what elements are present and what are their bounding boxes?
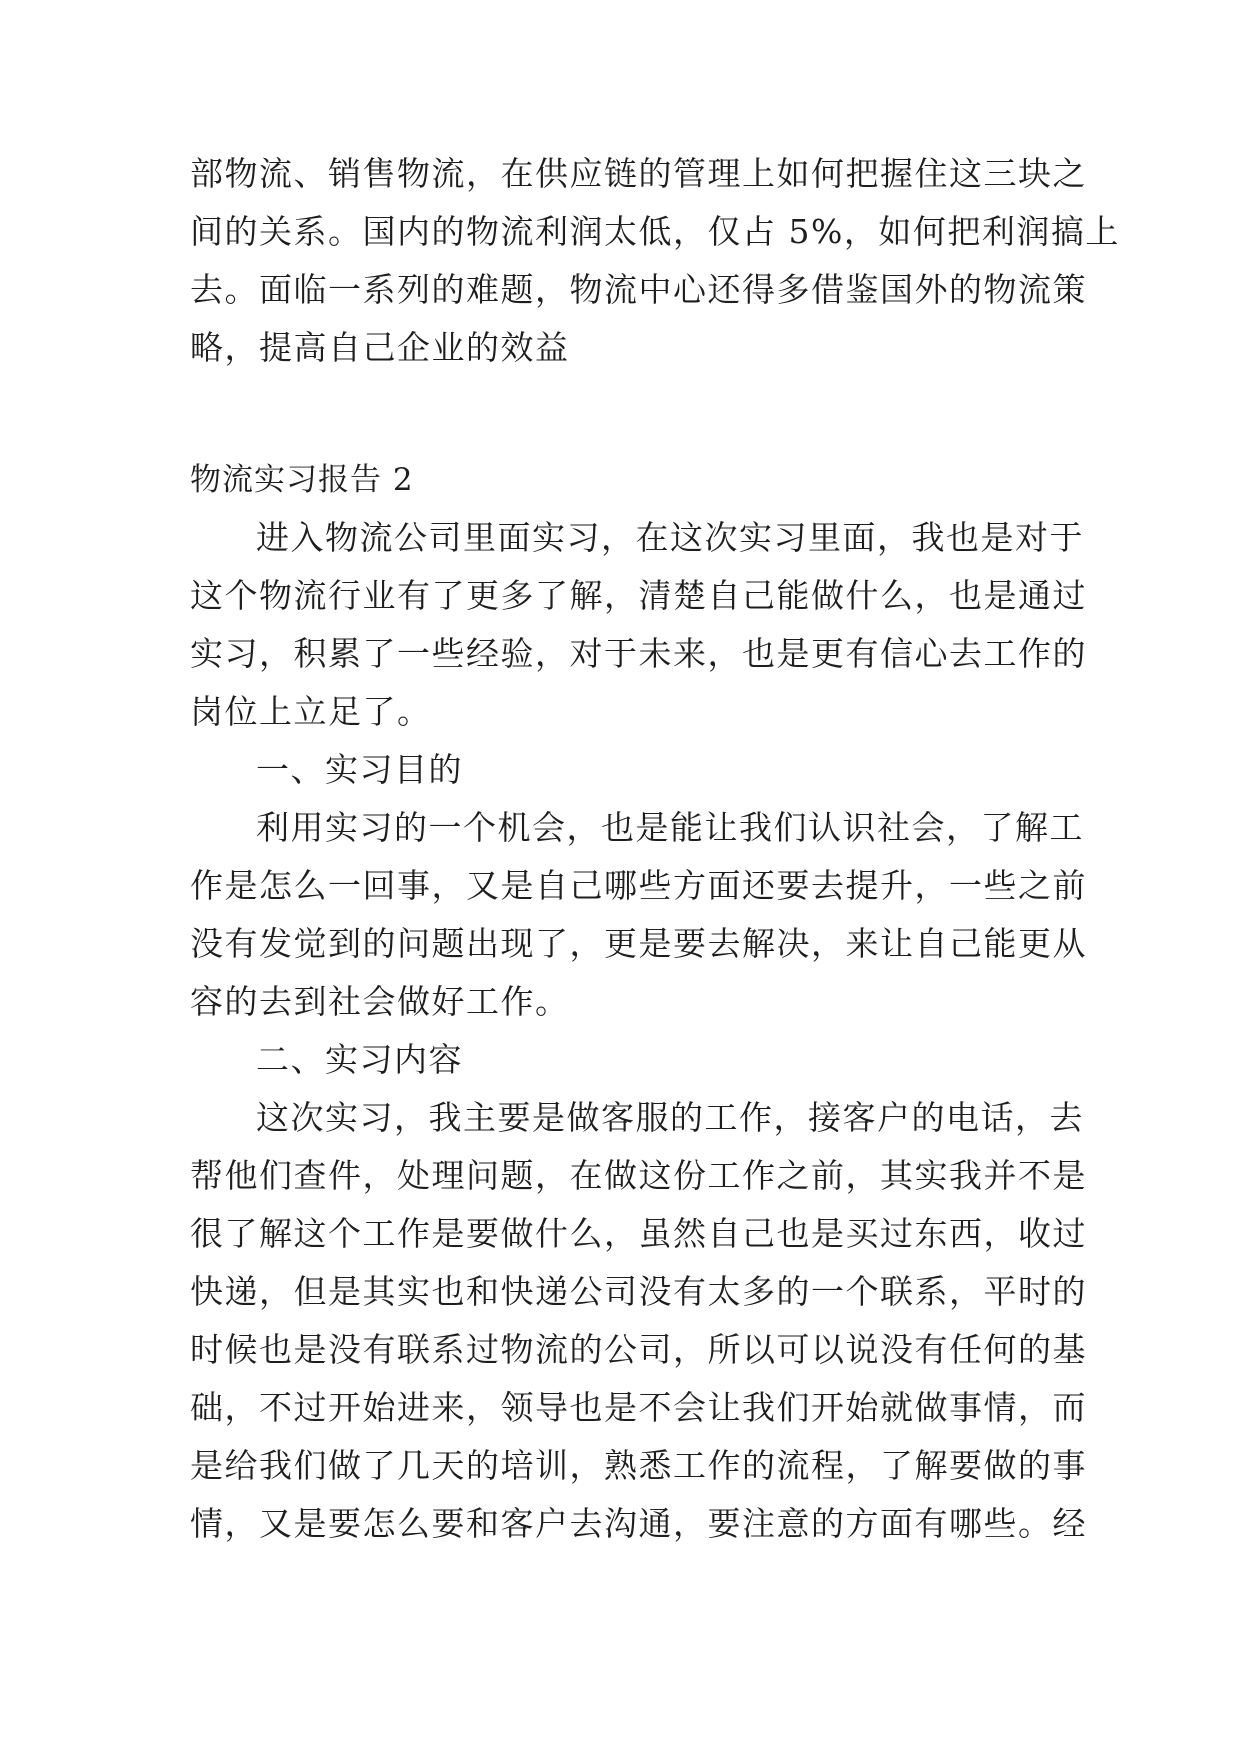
intro-line: 去。面临一系列的难题，物流中心还得多借鉴国外的物流策 — [190, 270, 1087, 309]
body-line: 时候也是没有联系过物流的公司，所以可以说没有任何的基 — [190, 1330, 1087, 1369]
body-line: 快递，但是其实也和快递公司没有太多的一个联系，平时的 — [190, 1272, 1087, 1311]
report-body — [190, 509, 1087, 1553]
body-line: 是给我们做了几天的培训，熟悉工作的流程，了解要做的事 — [190, 1446, 1087, 1485]
body-line: 础，不过开始进来，领导也是不会让我们开始就做事情，而 — [190, 1388, 1087, 1427]
intro-line: 间的关系。国内的物流利润太低，仅占 5%，如何把利润搞上 — [190, 212, 1120, 251]
body-line: 帮他们查件，处理问题，在做这份工作之前，其实我并不是 — [190, 1156, 1087, 1195]
intro-paragraph — [190, 145, 1120, 377]
body-line: 作是怎么一回事，又是自己哪些方面还要去提升，一些之前 — [190, 866, 1087, 905]
body-line: 很了解这个工作是要做什么，虽然自己也是买过东西，收过 — [190, 1214, 1087, 1253]
body-line: 这次实习，我主要是做客服的工作，接客户的电话，去 — [256, 1098, 1084, 1137]
body-line: 利用实习的一个机会，也是能让我们认识社会，了解工 — [256, 808, 1084, 847]
body-line: 实习，积累了一些经验，对于未来，也是更有信心去工作的 — [190, 634, 1087, 673]
intro-line: 略，提高自己企业的效益 — [190, 328, 570, 367]
body-line: 情，又是要怎么要和客户去沟通，要注意的方面有哪些。经 — [190, 1504, 1087, 1543]
subsection-heading: 一、实习目的 — [256, 750, 463, 789]
body-line: 进入物流公司里面实习，在这次实习里面，我也是对于 — [256, 518, 1084, 557]
section-title: 物流实习报告 2 — [190, 462, 414, 498]
body-line: 这个物流行业有了更多了解，清楚自己能做什么，也是通过 — [190, 576, 1087, 615]
intro-line: 部物流、销售物流，在供应链的管理上如何把握住这三块之 — [190, 154, 1087, 193]
body-line: 容的去到社会做好工作。 — [190, 982, 570, 1021]
body-line: 岗位上立足了。 — [190, 692, 432, 731]
body-line: 没有发觉到的问题出现了，更是要去解决，来让自己能更从 — [190, 924, 1087, 963]
subsection-heading: 二、实习内容 — [256, 1040, 463, 1079]
